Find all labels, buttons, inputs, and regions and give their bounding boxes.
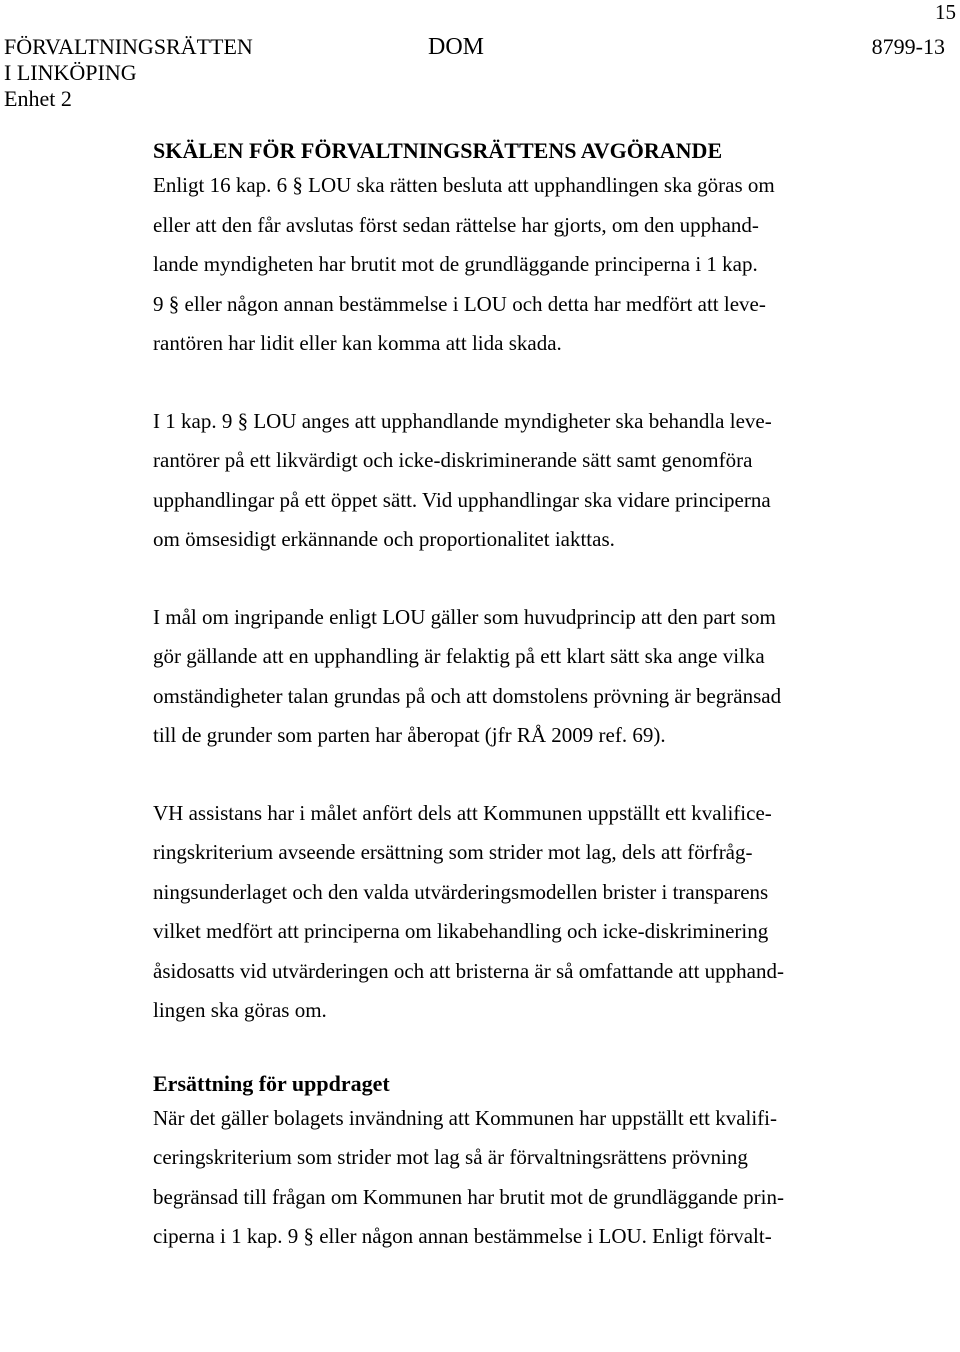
text-line: ciperna i 1 kap. 9 § eller någon annan bestämmelse i LOU. Enligt förvalt- <box>153 1224 772 1248</box>
document-body <box>153 136 853 1295</box>
text-line: När det gäller bolagets invändning att Kommunen har uppställt ett kvalifi- <box>153 1105 778 1130</box>
section-heading: SKÄLEN FÖR FÖRVALTNINGSRÄTTENS AVGÖRANDE <box>153 138 723 163</box>
court-name-line2: I LINKÖPING <box>4 60 137 85</box>
text-line: lingen ska göras om. <box>153 998 327 1022</box>
text-line: ceringskriterium som strider mot lag så är förvaltningsrättens prövning <box>153 1145 748 1169</box>
text-line: VH assistans har i målet anfört dels att Kommunen uppställt ett kvalifice- <box>153 800 772 825</box>
text-line: I mål om ingripande enligt LOU gäller som huvudprincip att den part som <box>153 604 776 629</box>
paragraph-1 <box>153 166 853 364</box>
text-line: omständigheter talan grundas på och att domstolens prövning är begränsad <box>153 683 782 708</box>
text-line: I 1 kap. 9 § LOU anges att upphandlande myndigheter ska behandla leve- <box>153 408 772 433</box>
text-line: gör gällande att en upphandling är felaktig på ett klart sätt ska ange vilka <box>153 644 765 668</box>
document-header <box>0 34 960 114</box>
text-line: till de grunder som parten har åberopat (jfr RÅ 2009 ref. 69). <box>153 723 666 747</box>
court-info <box>4 34 253 112</box>
case-number: 8799-13 <box>871 34 945 59</box>
paragraph-5 <box>153 1099 853 1257</box>
paragraph-2 <box>153 402 853 560</box>
subheading: Ersättning för uppdraget <box>153 1070 390 1096</box>
text-line: lande myndigheten har brutit mot de grundläggande principerna i 1 kap. <box>153 252 758 276</box>
text-line: Enligt 16 kap. 6 § LOU ska rätten besluta att upphandlingen ska göras om <box>153 173 775 197</box>
text-line: rantörer på ett likvärdigt och icke-diskriminerande sätt samt genomföra <box>153 448 753 472</box>
text-line: ningsunderlaget och den valda utvärderingsmodellen brister i transparens <box>153 879 769 904</box>
page-number: 15 <box>935 0 956 24</box>
court-unit: Enhet 2 <box>4 86 72 111</box>
paragraph-3 <box>153 598 853 756</box>
text-line: upphandlingar på ett öppet sätt. Vid upphandlingar ska vidare principerna <box>153 487 771 512</box>
court-name-line1: FÖRVALTNINGSRÄTTEN <box>4 34 253 59</box>
document-type: DOM <box>428 34 485 60</box>
text-line: vilket medfört att principerna om likabehandling och icke-diskriminering <box>153 919 769 943</box>
text-line: 9 § eller någon annan bestämmelse i LOU och detta har medfört att leve- <box>153 291 766 316</box>
text-line: rantören har lidit eller kan komma att lida skada. <box>153 331 562 355</box>
text-line: eller att den får avslutas först sedan rättelse har gjorts, om den upphand- <box>153 212 759 237</box>
text-line: åsidosatts vid utvärderingen och att bristerna är så omfattande att upphand- <box>153 958 784 983</box>
text-line: om ömsesidigt erkännande och proportionalitet iakttas. <box>153 527 615 551</box>
text-line: begränsad till frågan om Kommunen har brutit mot de grundläggande prin- <box>153 1184 784 1209</box>
paragraph-4 <box>153 794 853 1031</box>
text-line: ringskriterium avseende ersättning som strider mot lag, dels att förfråg- <box>153 840 753 864</box>
